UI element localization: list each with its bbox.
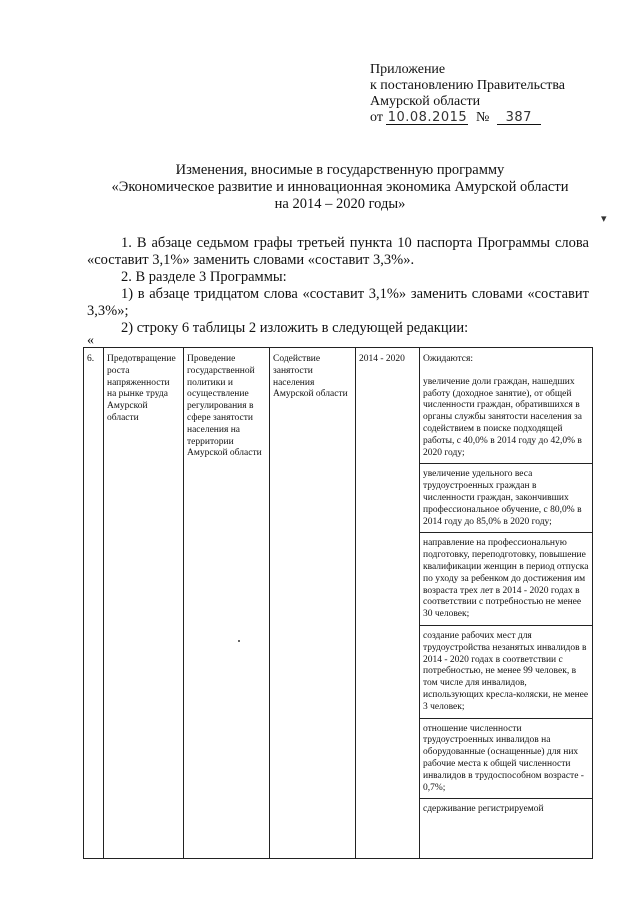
date-prefix: от xyxy=(370,110,383,125)
expected-item: отношение численности трудоустроенных инвалидов на оборудованные (оснащенные) для них рабочие места к общей численности инвалидов в трудоспособном возрасте - 0,7%; xyxy=(420,718,592,799)
cell-goal: Предотвращение роста напряженности на рынке труда Амурской области xyxy=(104,348,184,858)
cell-period: 2014 - 2020 xyxy=(356,348,420,858)
appendix-region: Амурской области xyxy=(370,94,481,109)
margin-mark: ▾ xyxy=(601,213,607,225)
document-title xyxy=(80,162,600,213)
paragraph-2: 2. В разделе 3 Программы: xyxy=(121,269,287,285)
appendix-title: Приложение xyxy=(370,62,446,77)
expected-item: создание рабочих мест для трудоустройства незанятых инвалидов в 2014 - 2020 годах в соответствии с потребностью, не менее 99 человек, в том числе для инвалидов, использующих кресла-коляски, не менее 3 человек; xyxy=(420,625,592,718)
title-line-2: «Экономическое развитие и инновационная экономика Амурской области xyxy=(111,179,569,195)
body-text xyxy=(87,235,589,337)
expected-item: направление на профессиональную подготовку, переподготовку, повышение квалификации женщин в период отпуска по уходу за ребенком до достижения им возраста трех лет в 2014 - 2020 годах в соответствии с потребностью не менее 30 человек; xyxy=(420,532,592,625)
paragraph-3: 1) в абзаце тридцатом слова «составит 3,1%» заменить словами «составит 3,3%»; xyxy=(87,286,589,319)
program-table xyxy=(83,347,593,859)
number-prefix: № xyxy=(475,110,490,125)
cell-activity: Содействие занятости населения Амурской области xyxy=(270,348,356,858)
expected-item: увеличение удельного веса трудоустроенных граждан в численности граждан, закончивших профессиональное обучение, с 80,0% в 2014 году до 85,0% в 2020 году; xyxy=(420,463,592,532)
cell-expected-results xyxy=(420,348,592,858)
appendix-block xyxy=(370,62,565,126)
appendix-date-line xyxy=(370,110,565,126)
title-line-3: на 2014 – 2020 годы» xyxy=(274,196,406,212)
appendix-resolution: к постановлению Правительства xyxy=(370,78,566,93)
expected-heading: Ожидаются: xyxy=(423,354,474,364)
appendix-date: 10.08.2015 xyxy=(387,110,468,125)
paragraph-4: 2) строку 6 таблицы 2 изложить в следующей редакции: xyxy=(121,320,469,336)
cell-row-number: 6. xyxy=(84,348,104,858)
expected-item: сдерживание регистрируемой xyxy=(420,798,592,820)
paragraph-1: 1. В абзаце седьмом графы третьей пункта 10 паспорта Программы слова «составит 3,1%» заменить словами «составит 3,3%». xyxy=(87,235,589,268)
cell-event: Проведение государственной политики и осуществление регулирования в сфере занятости населения на территории Амурской области xyxy=(184,348,270,858)
appendix-number: 387 xyxy=(497,111,541,125)
expected-item: увеличение доли граждан, нашедших работу (доходное занятие), от общей численности граждан, обратившихся в органы службы занятости населения за содействием в поиске подходящей работы, с 40,0% в 2014 году до 42,0% в 2020 году; xyxy=(423,376,583,458)
scan-dot xyxy=(238,640,240,642)
title-line-1: Изменения, вносимые в государственную программу xyxy=(175,162,505,178)
opening-quote: « xyxy=(87,333,94,348)
